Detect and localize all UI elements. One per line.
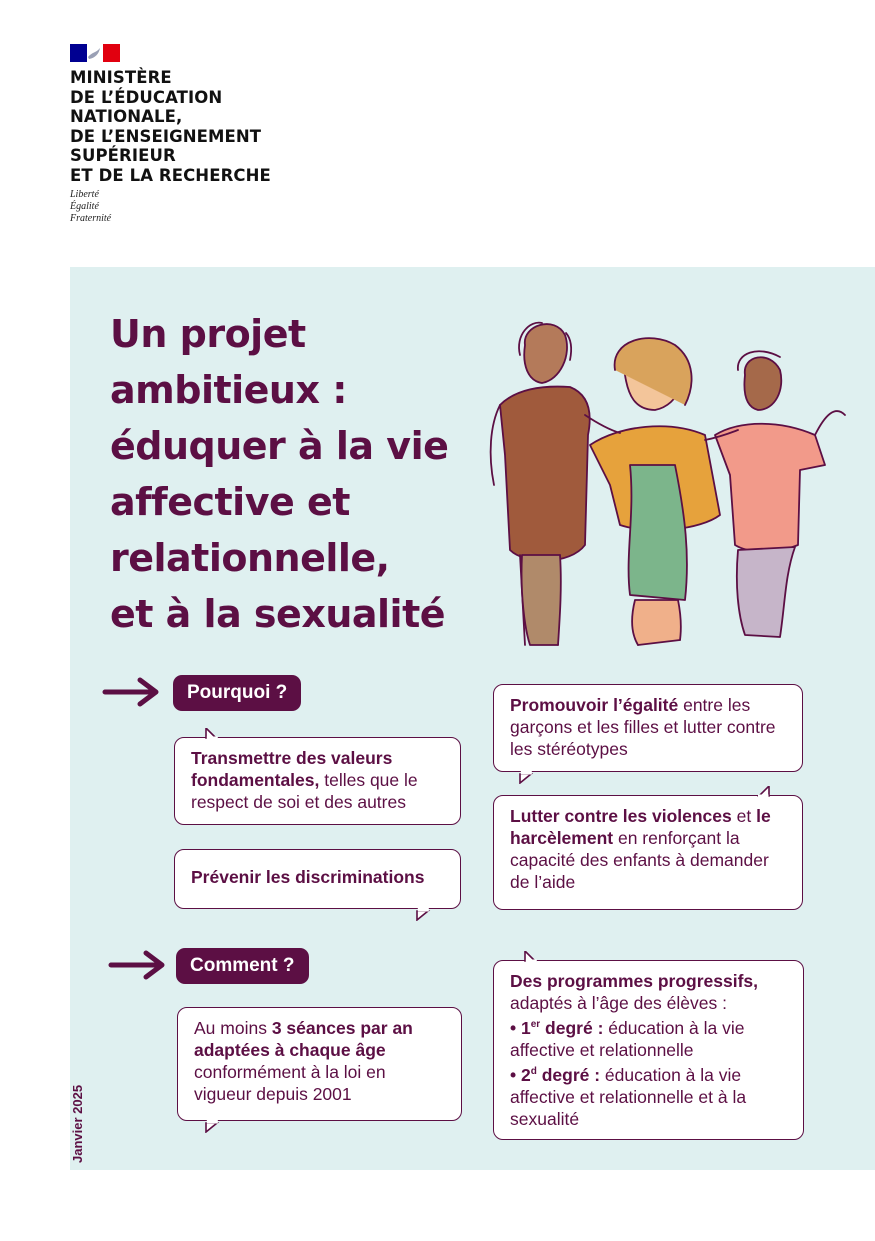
bubble-text: adaptés à l’âge des élèves : bbox=[510, 993, 727, 1013]
bubble-transmettre-valeurs bbox=[174, 737, 461, 825]
bubble-bold-text: le harcèlement bbox=[510, 806, 771, 848]
speech-tail bbox=[204, 1117, 220, 1133]
degree-number: 1 bbox=[521, 1017, 531, 1038]
degree-label: degré : bbox=[536, 1064, 601, 1085]
arrow-right-icon bbox=[102, 677, 160, 707]
bubble-text: en renforçant la capacité des enfants à demander de l’aide bbox=[510, 828, 769, 892]
bubble-prevenir-discriminations bbox=[174, 849, 461, 909]
speech-tail bbox=[523, 951, 539, 967]
bubble-bold-text: Lutter contre les violences bbox=[510, 806, 732, 826]
degree-label: degré : bbox=[540, 1017, 604, 1038]
list-item-1er-degre: • 1er degré : éducation à la vie affective et relationnelle bbox=[510, 1017, 745, 1060]
degree-suffix: er bbox=[530, 1019, 541, 1030]
bubble-trois-seances bbox=[177, 1007, 462, 1121]
ministry-name: MINISTÈRE DE L’ÉDUCATION NATIONALE, DE L’ENSEIGNEMENT SUPÉRIEUR ET DE LA RECHERCHE bbox=[70, 68, 271, 185]
bubble-text: conformément à la loi en vigueur depuis 2001 bbox=[194, 1062, 386, 1104]
degree-description: éducation à la vie affective et relationnelle et à la sexualité bbox=[510, 1064, 747, 1129]
republic-motto: Liberté Égalité Fraternité bbox=[70, 189, 112, 224]
students-illustration bbox=[480, 315, 865, 660]
speech-tail bbox=[518, 768, 534, 784]
republique-francaise-flag-logo bbox=[70, 44, 120, 62]
comment-heading: Comment ? bbox=[176, 948, 309, 984]
bubble-bold-text: Des programmes progressifs, bbox=[510, 971, 759, 991]
bubble-bold-text: 3 séances par an adaptées à chaque âge bbox=[194, 1018, 413, 1060]
speech-tail bbox=[204, 728, 220, 744]
page-title: Un projet ambitieux : éduquer à la vie affective et relationnelle, et à la sexualité bbox=[110, 312, 449, 636]
bubble-bold-text: Prévenir les discriminations bbox=[191, 867, 425, 887]
bubble-text: entre les garçons et les filles et lutter contre les stéréotypes bbox=[510, 695, 776, 759]
speech-tail bbox=[756, 786, 772, 802]
bubble-programmes-progressifs bbox=[493, 960, 804, 1140]
list-item-2d-degre: • 2$^d$ degré : éducation à la vie affective et relationnelle et à la sexualité bbox=[510, 1064, 747, 1129]
bubble-text: telles que le respect de soi et des autres bbox=[191, 770, 418, 812]
bubble-promouvoir-egalite bbox=[493, 684, 803, 772]
bubble-text: Au moins bbox=[194, 1018, 272, 1038]
degree-suffix: d bbox=[530, 1065, 537, 1077]
degree-number: 2 bbox=[521, 1064, 531, 1085]
arrow-right-icon bbox=[108, 950, 166, 980]
bubble-lutter-violences bbox=[493, 795, 803, 910]
speech-tail bbox=[415, 905, 431, 921]
degree-description: éducation à la vie affective et relationnelle bbox=[510, 1017, 745, 1060]
bubble-text: et bbox=[731, 806, 757, 826]
publication-date: Janvier 2025 bbox=[70, 1084, 85, 1163]
bubble-bold-text: Promouvoir l’égalité bbox=[510, 695, 679, 715]
bubble-bold-text: Transmettre des valeurs fondamentales, bbox=[191, 748, 393, 790]
pourquoi-heading: Pourquoi ? bbox=[173, 675, 301, 711]
